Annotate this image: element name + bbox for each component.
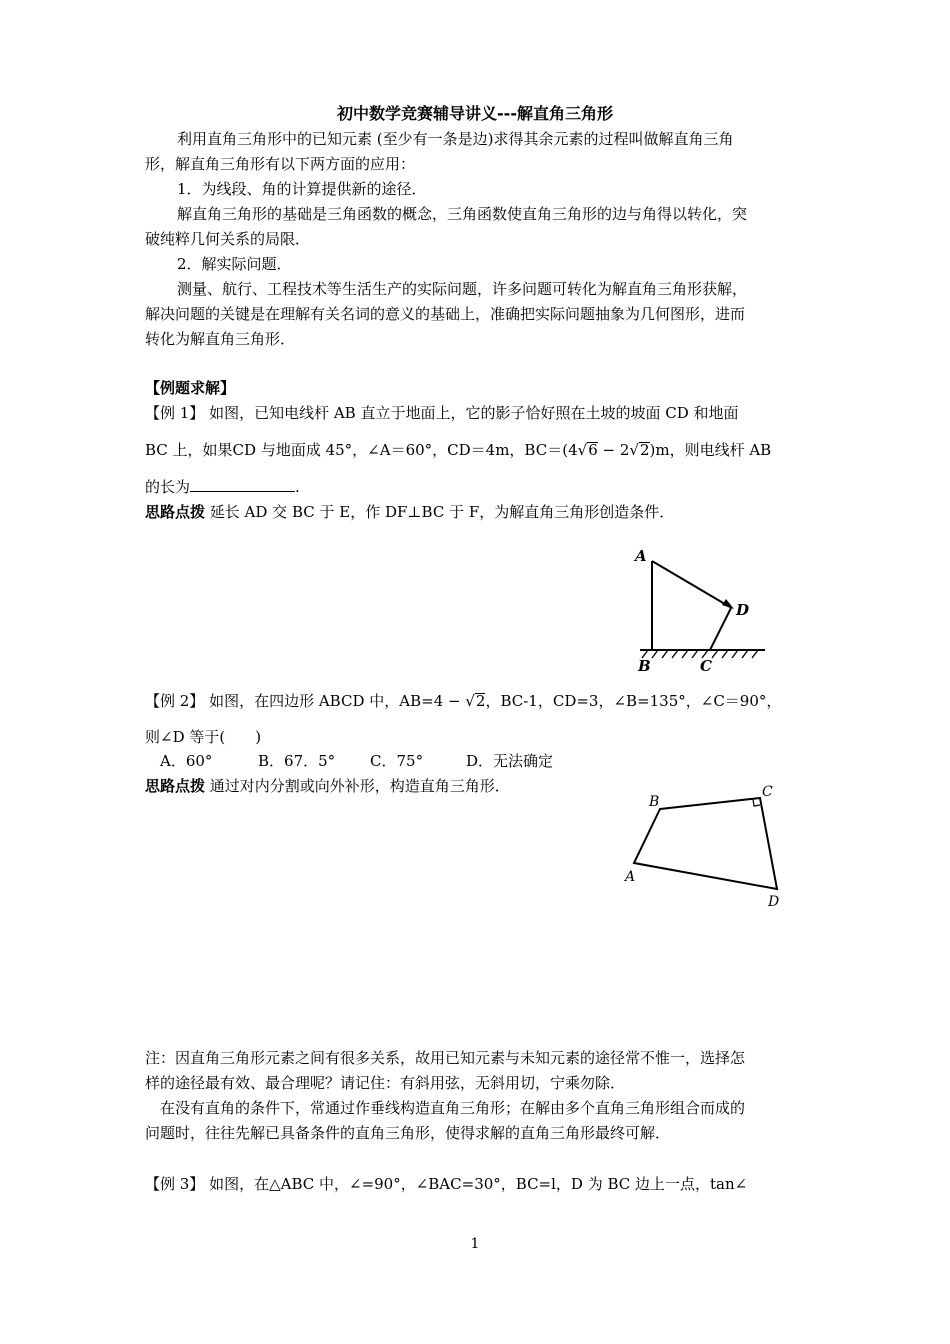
example-2-line-1: [145, 691, 781, 711]
example-2-options: [160, 751, 553, 771]
example-1-text-2-pre: BC 上，如果CD 与地面成 45°，∠A＝60°，CD＝4m，BC＝(: [145, 441, 569, 459]
example-1-hint: [145, 502, 674, 522]
label-a: A: [635, 547, 647, 565]
label-a: A: [625, 869, 636, 885]
hint-label: 思路点拨: [145, 777, 206, 795]
intro-item-1: 1．为线段、角的计算提供新的途径．: [177, 180, 427, 198]
sqrt-radicand: 6: [588, 441, 598, 459]
example-2-text-1-end: ，∠B=135°，∠C＝90°，: [598, 692, 782, 710]
label-d: D: [736, 601, 750, 619]
example-1-line-1: [145, 403, 739, 423]
intro-paragraph-1a: 利用直角三角形中的已知元素 (至少有一条是边)求得其余元素的过程叫做解直角三角: [177, 130, 734, 148]
intro-item-2: 2．解实际问题．: [177, 255, 292, 273]
intro-paragraph-3b: 解决问题的关键是在理解有关名词的意义的基础上，准确把实际问题抽象为几何图形，进而: [145, 305, 746, 323]
label-b: B: [638, 657, 651, 675]
example-1-text-1: 如图，已知电线杆 AB 直立于地面上，它的影子恰好照在土坡的坡面 CD 和地面: [204, 404, 739, 422]
answer-blank[interactable]: [190, 477, 295, 492]
intro-paragraph-2a: 解直角三角形的基础是三角函数的概念，三角函数使直角三角形的边与角得以转化，突: [177, 205, 748, 223]
example-2-line-2: 则∠D 等于( ): [145, 728, 262, 746]
example-2-text-1-pre: 如图，在四边形 ABCD 中，AB=: [204, 692, 434, 710]
label-c: C: [700, 657, 712, 675]
option-d[interactable]: D．无法确定: [466, 752, 554, 770]
note-line-4: 问题时，往往先解已具备条件的直角三角形，使得求解的直角三角形最终可解．: [145, 1124, 671, 1142]
page-number: 1: [470, 1236, 480, 1252]
sqrt-symbol: √: [577, 441, 588, 459]
page-title: 初中数学竞赛辅导讲义---解直角三角形: [337, 104, 613, 123]
note-line-3: 在没有直角的条件下，常通过作垂线构造直角三角形；在解由多个直角三角形组合而成的: [160, 1099, 746, 1117]
intro-paragraph-3a: 测量、航行、工程技术等生活生产的实际问题，许多问题可转化为解直角三角形获解，: [177, 280, 748, 298]
sqrt-radicand: 2: [639, 441, 650, 459]
hint-text: 延长 AD 交 BC 于 E，作 DF⊥BC 于 F，为解直角三角形创造条件．: [205, 503, 675, 521]
example-1-line-2: [145, 440, 771, 460]
sqrt-symbol: √: [629, 441, 639, 459]
intro-paragraph-1b: 形，解直角三角形有以下两方面的应用：: [145, 155, 416, 173]
figure-example-1: [630, 545, 780, 677]
example-1-text-2-post: )m，则电线杆 AB: [649, 441, 772, 459]
example-2-hint: [145, 776, 510, 796]
note-line-2: 样的途径最有效、最合理呢？请记住：有斜用弦，无斜用切，宁乘勿除．: [145, 1074, 626, 1092]
math-coef: 4: [568, 441, 578, 459]
example-1-label: 【例 1】: [145, 404, 205, 422]
period: .: [295, 478, 300, 496]
option-b[interactable]: B．67．5°: [258, 752, 336, 770]
example-1-text-3: 的长为: [145, 478, 191, 496]
example-1-line-3: [145, 477, 300, 497]
figure-example-2: [617, 780, 792, 912]
example-3-text-1: 如图，在△ABC 中，∠=90°，∠BAC=30°，BC=l，D 为 BC 边上一点，tan∠: [204, 1175, 748, 1193]
label-d: D: [768, 894, 780, 910]
sqrt-symbol: √: [465, 692, 475, 710]
math-expression: [568, 441, 649, 459]
hint-label: 思路点拨: [145, 503, 206, 521]
math-minus-coef: − 2: [597, 441, 630, 459]
option-a[interactable]: A．60°: [160, 752, 213, 770]
intro-paragraph-2b: 破纯粹几何关系的局限．: [145, 230, 311, 248]
cd-value: 3: [588, 692, 599, 710]
sqrt-radicand: 2: [475, 692, 486, 710]
note-line-1: 注：因直角三角形元素之间有很多关系，故用已知元素与未知元素的途径常不惟一，选择怎: [145, 1049, 746, 1067]
example-3-label: 【例 3】: [145, 1175, 205, 1193]
example-2-text-1-mid: ，BC-1，CD=: [485, 692, 589, 710]
label-b: B: [649, 794, 660, 810]
example-3-line-1: [145, 1174, 747, 1194]
example-2-label: 【例 2】: [145, 692, 205, 710]
intro-paragraph-3c: 转化为解直角三角形．: [145, 330, 296, 348]
math-coef: 4 −: [433, 692, 466, 710]
section-heading: 【例题求解】: [145, 379, 236, 397]
hint-text: 通过对内分割或向外补形，构造直角三角形．: [205, 777, 510, 795]
label-c: C: [762, 784, 773, 800]
option-c[interactable]: C．75°: [370, 752, 424, 770]
